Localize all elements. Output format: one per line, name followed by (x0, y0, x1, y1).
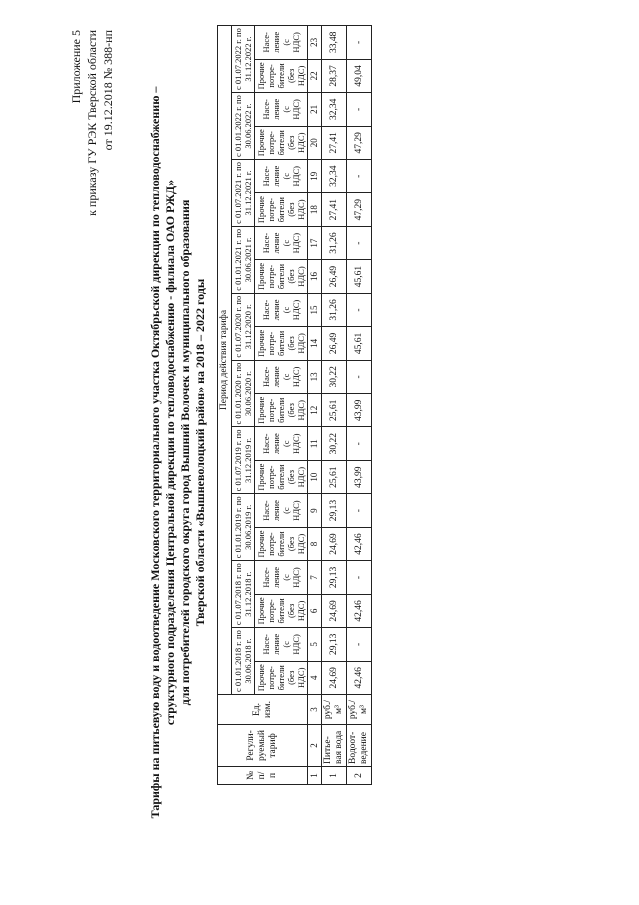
tariff-value: 47,29 (347, 126, 372, 159)
tariff-value: 30,22 (322, 360, 347, 393)
unit-cell: руб./м³ (347, 695, 372, 725)
period-header: с 01.07.2018 г. по 31.12.2018 г. (232, 561, 255, 628)
column-number: 3 (308, 695, 322, 725)
column-number: 16 (308, 260, 322, 293)
column-number: 12 (308, 394, 322, 427)
population-header: Насе-ление (с НДС) (255, 26, 308, 60)
appendix-line-3: от 19.12.2018 № 388-нп (101, 30, 115, 151)
table-row (347, 26, 372, 785)
column-number: 14 (308, 327, 322, 360)
tariff-value: 42,46 (347, 594, 372, 627)
tariff-value: - (347, 427, 372, 460)
population-header: Насе-ление (с НДС) (255, 628, 308, 661)
appendix-reference (68, 30, 116, 216)
tariff-value: 26,49 (322, 260, 347, 293)
other-consumers-header: Прочие потре-бители (без НДС) (255, 59, 308, 92)
population-header: Насе-ление (с НДС) (255, 93, 308, 126)
population-header: Насе-ление (с НДС) (255, 427, 308, 460)
row-number: 2 (347, 767, 372, 785)
population-header: Насе-ление (с НДС) (255, 293, 308, 326)
population-header: Насе-ление (с НДС) (255, 360, 308, 393)
header-row-number: № п/ п (218, 767, 308, 785)
column-number: 10 (308, 460, 322, 493)
column-number: 9 (308, 494, 322, 527)
column-number: 8 (308, 527, 322, 560)
column-number: 21 (308, 93, 322, 126)
appendix-line-1: Приложение 5 (69, 30, 83, 104)
period-header: с 01.07.2022 г. по 31.12.2022 г. (232, 26, 255, 93)
period-header: с 01.01.2021 г. по 30.06.2021 г. (232, 226, 255, 293)
column-number: 18 (308, 193, 322, 226)
other-consumers-header: Прочие потре-бители (без НДС) (255, 193, 308, 226)
tariff-value: 43,99 (347, 460, 372, 493)
period-header: с 01.01.2022 г. по 30.06.2022 г. (232, 93, 255, 160)
title-line-1: Тарифы на питьевую воду и водоотведение Московского территориального участка Октябрьской дирекции по тепловодоснабжению – (148, 86, 162, 819)
tariff-value: 26,49 (322, 327, 347, 360)
document-title (148, 60, 208, 845)
tariff-value: 29,13 (322, 561, 347, 594)
column-number: 6 (308, 594, 322, 627)
column-number: 5 (308, 628, 322, 661)
population-header: Насе-ление (с НДС) (255, 561, 308, 594)
title-line-4: Тверской области «Вышневолоцкий район» на 2018 – 2022 годы (193, 278, 207, 627)
other-consumers-header: Прочие потре-бители (без НДС) (255, 327, 308, 360)
tariff-value: - (347, 561, 372, 594)
table-row (322, 26, 347, 785)
header-row-consumer-groups (255, 26, 308, 785)
tariff-value: - (347, 93, 372, 126)
tariff-value: 31,26 (322, 226, 347, 259)
header-row-periods (232, 26, 255, 785)
row-number: 1 (322, 767, 347, 785)
tariff-value: - (347, 494, 372, 527)
tariff-value: - (347, 628, 372, 661)
period-header: с 01.07.2020 г. по 31.12.2020 г. (232, 293, 255, 360)
title-line-2: структурного подразделения Центральной дирекции по тепловодоснабжению - филиала ОАО РЖД» (163, 179, 177, 726)
header-tariff-period: Период действия тарифа (218, 26, 232, 695)
tariff-table (217, 25, 372, 785)
tariff-table-body (308, 26, 372, 785)
other-consumers-header: Прочие потре-бители (без НДС) (255, 260, 308, 293)
tariff-value: 30,22 (322, 427, 347, 460)
tariff-value: 47,29 (347, 193, 372, 226)
tariff-value: 28,37 (322, 59, 347, 92)
other-consumers-header: Прочие потре-бители (без НДС) (255, 594, 308, 627)
column-number: 22 (308, 59, 322, 92)
tariff-value: 43,99 (347, 394, 372, 427)
other-consumers-header: Прочие потре-бители (без НДС) (255, 661, 308, 694)
period-header: с 01.01.2020 г. по 30.06.2020 г. (232, 360, 255, 427)
tariff-value: - (347, 226, 372, 259)
column-number: 17 (308, 226, 322, 259)
tariff-value: 29,13 (322, 628, 347, 661)
period-header: с 01.07.2021 г. по 31.12.2021 г. (232, 160, 255, 227)
tariff-value: 45,61 (347, 327, 372, 360)
column-number: 1 (308, 767, 322, 785)
column-number: 7 (308, 561, 322, 594)
tariff-name: Питье-вая вода (322, 725, 347, 767)
other-consumers-header: Прочие потре-бители (без НДС) (255, 527, 308, 560)
column-number-row (308, 26, 322, 785)
tariff-value: 25,61 (322, 394, 347, 427)
tariff-value: 32,34 (322, 93, 347, 126)
population-header: Насе-ление (с НДС) (255, 160, 308, 193)
period-header: с 01.01.2019 г. по 30.06.2019 г. (232, 494, 255, 561)
unit-cell: руб./м³ (322, 695, 347, 725)
appendix-line-2: к приказу ГУ РЭК Тверской области (85, 30, 99, 216)
tariff-value: 25,61 (322, 460, 347, 493)
tariff-value: - (347, 26, 372, 60)
tariff-value: 24,69 (322, 527, 347, 560)
other-consumers-header: Прочие потре-бители (без НДС) (255, 126, 308, 159)
tariff-value: 29,13 (322, 494, 347, 527)
title-line-3: для потребителей городского округа город Вышний Волочек и муниципального образования (178, 199, 192, 706)
column-number: 4 (308, 661, 322, 694)
column-number: 20 (308, 126, 322, 159)
tariff-value: - (347, 293, 372, 326)
header-row-1 (218, 26, 232, 785)
column-number: 15 (308, 293, 322, 326)
column-number: 11 (308, 427, 322, 460)
period-header: с 01.07.2019 г. по 31.12.2019 г. (232, 427, 255, 494)
column-number: 13 (308, 360, 322, 393)
tariff-value: 45,61 (347, 260, 372, 293)
header-unit: Ед. изм. (218, 695, 308, 725)
tariff-value: 42,46 (347, 527, 372, 560)
tariff-value: 27,41 (322, 126, 347, 159)
tariff-value: - (347, 360, 372, 393)
other-consumers-header: Прочие потре-бители (без НДС) (255, 394, 308, 427)
header-regulated-tariff: Регули-руемый тариф (218, 725, 308, 767)
tariff-value: 24,69 (322, 594, 347, 627)
tariff-value: 31,26 (322, 293, 347, 326)
column-number: 23 (308, 26, 322, 60)
column-number: 19 (308, 160, 322, 193)
tariff-name: Водоот-ведение (347, 725, 372, 767)
population-header: Насе-ление (с НДС) (255, 494, 308, 527)
population-header: Насе-ление (с НДС) (255, 226, 308, 259)
period-header: с 01.01.2018 г. по 30.06.2018 г. (232, 628, 255, 695)
tariff-value: 32,34 (322, 160, 347, 193)
tariff-value: 24,69 (322, 661, 347, 694)
other-consumers-header: Прочие потре-бители (без НДС) (255, 460, 308, 493)
tariff-value: 33,48 (322, 26, 347, 60)
tariff-value: - (347, 160, 372, 193)
tariff-value: 42,46 (347, 661, 372, 694)
tariff-value: 49,04 (347, 59, 372, 92)
column-number: 2 (308, 725, 322, 767)
tariff-value: 27,41 (322, 193, 347, 226)
